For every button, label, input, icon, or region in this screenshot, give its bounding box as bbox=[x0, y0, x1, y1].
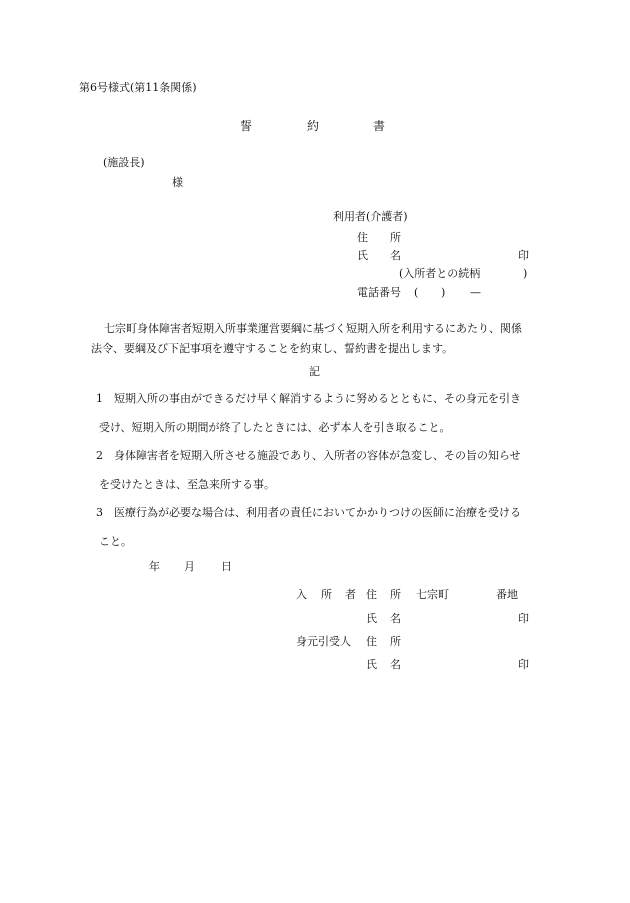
applicant-heading: 利用者(介護者) bbox=[333, 210, 408, 223]
guarantor-seal: 印 bbox=[518, 658, 529, 671]
resident-town: 七宗町 bbox=[416, 588, 449, 601]
resident-address-label-1: 住 bbox=[366, 588, 377, 601]
date-day: 日 bbox=[221, 560, 232, 573]
item-2-number: 2 bbox=[96, 449, 103, 462]
item-1-number: 1 bbox=[96, 392, 103, 405]
applicant-seal: 印 bbox=[518, 249, 529, 262]
item-2-line-2: を受けたときは、至急来所する事。 bbox=[99, 478, 275, 491]
resident-banchi: 番地 bbox=[496, 588, 518, 601]
phone-close: ) bbox=[441, 286, 446, 299]
item-3-line-2: こと。 bbox=[99, 535, 132, 548]
addressee-honorific: 様 bbox=[172, 176, 183, 189]
item-2-line-1: 身体障害者を短期入所させる施設であり、入所者の容体が急変し、その旨の知らせ bbox=[114, 449, 521, 462]
item-3-number: 3 bbox=[96, 506, 103, 519]
item-3-line-1: 医療行為が必要な場合は、利用者の責任においてかかりつけの医師に治療を受ける bbox=[114, 506, 521, 519]
applicant-address-label-1: 住 bbox=[357, 231, 368, 244]
addressee-role: (施設長) bbox=[103, 156, 145, 169]
resident-address-label-2: 所 bbox=[390, 588, 401, 601]
applicant-address-label-2: 所 bbox=[390, 231, 401, 244]
guarantor-name-label-2: 名 bbox=[390, 658, 401, 671]
guarantor-label: 身元引受人 bbox=[296, 635, 351, 648]
relation-open: (入所者との続柄 bbox=[399, 267, 481, 280]
date-month: 月 bbox=[184, 560, 195, 573]
item-1-line-1: 短期入所の事由ができるだけ早く解消するように努めるとともに、その身元を引き bbox=[114, 392, 521, 405]
resident-name-label-1: 氏 bbox=[366, 612, 377, 625]
title-char-2: 約 bbox=[307, 119, 320, 133]
phone-open: ( bbox=[414, 286, 419, 299]
resident-label-1: 入 bbox=[296, 588, 307, 601]
body-line-1: 七宗町身体障害者短期入所事業運営要綱に基づく短期入所を利用するにあたり、関係 bbox=[104, 322, 522, 335]
form-number: 第6号様式(第11条関係) bbox=[79, 81, 197, 94]
title-char-3: 書 bbox=[373, 119, 386, 133]
ki-heading: 記 bbox=[309, 365, 320, 378]
relation-close: ) bbox=[523, 267, 528, 280]
resident-seal: 印 bbox=[518, 612, 529, 625]
date-year: 年 bbox=[149, 560, 160, 573]
applicant-name-label-2: 名 bbox=[390, 249, 401, 262]
resident-label-3: 者 bbox=[345, 588, 356, 601]
resident-label-2: 所 bbox=[321, 588, 332, 601]
phone-dash: — bbox=[470, 286, 481, 299]
item-1-line-2: 受け、短期入所の期間が終了したときには、必ず本人を引き取ること。 bbox=[99, 421, 451, 434]
phone-label: 電話番号 bbox=[357, 286, 401, 299]
body-line-2: 法令、要綱及び下記事項を遵守することを約束し、誓約書を提出します。 bbox=[91, 342, 454, 355]
applicant-name-label-1: 氏 bbox=[357, 249, 368, 262]
guarantor-address-label-1: 住 bbox=[366, 635, 377, 648]
resident-name-label-2: 名 bbox=[390, 612, 401, 625]
guarantor-name-label-1: 氏 bbox=[366, 658, 377, 671]
guarantor-address-label-2: 所 bbox=[390, 635, 401, 648]
title-char-1: 誓 bbox=[240, 119, 253, 133]
